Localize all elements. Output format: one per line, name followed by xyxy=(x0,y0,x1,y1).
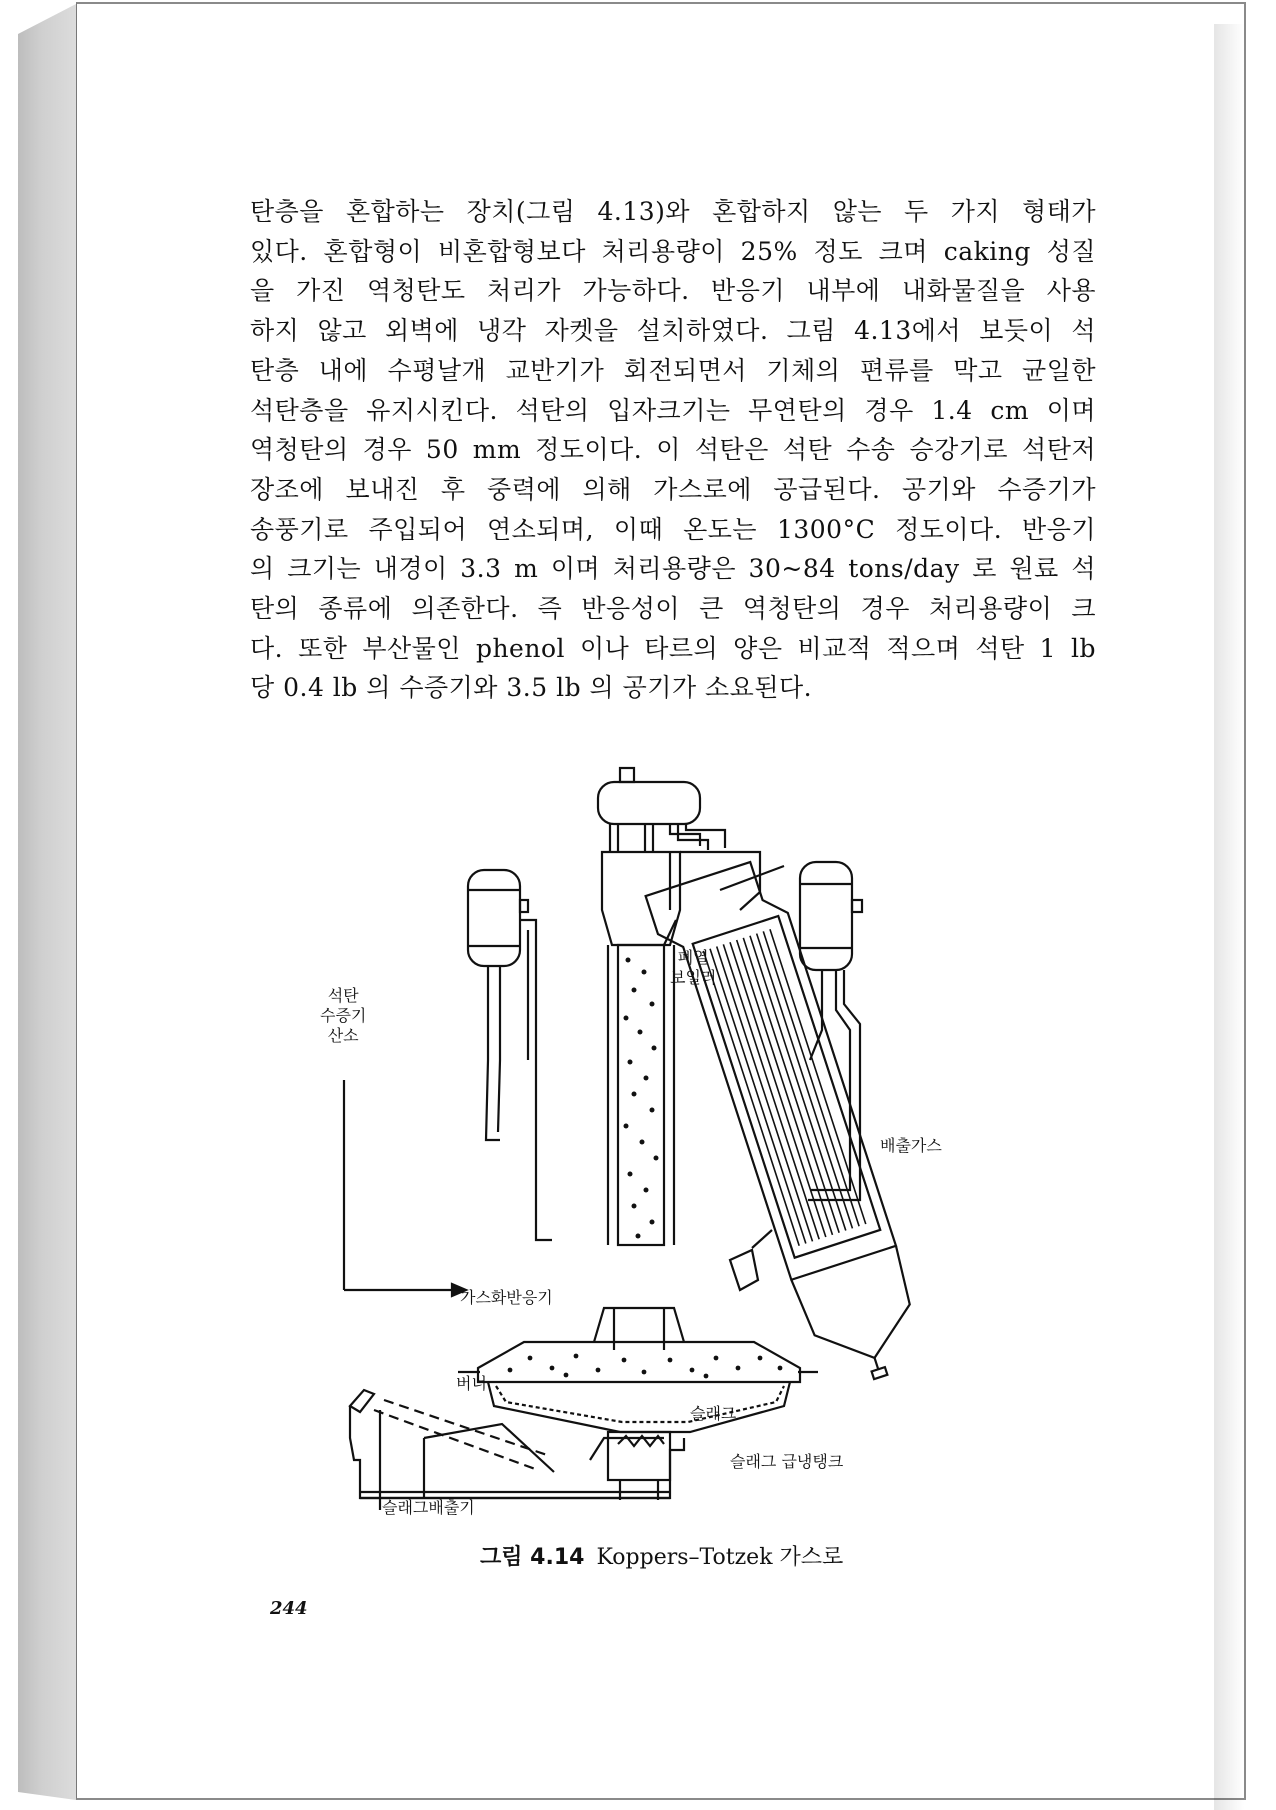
waste-heat-boiler-label xyxy=(670,948,716,988)
figure-caption xyxy=(480,1540,920,1571)
figure-number: 그림 4.14 xyxy=(480,1545,585,1570)
slag-label: 슬래그 xyxy=(690,1404,737,1423)
paragraph-line: 의 크기는 내경이 3.3 m 이며 처리용량은 30~84 tons/day 로 원료 석 xyxy=(250,554,1096,584)
paragraph-line: 을 가진 역청탄도 처리가 가능하다. 반응기 내부에 내화물질을 사용 xyxy=(250,276,1096,306)
figure-title: Koppers–Totzek 가스로 xyxy=(596,1545,844,1570)
paragraph-line: 탄층을 혼합하는 장치(그림 4.13)와 혼합하지 않는 두 가지 형태가 xyxy=(250,197,1096,226)
feed-label-coal: 석탄 xyxy=(327,986,359,1005)
feed-label-steam: 수증기 xyxy=(320,1006,367,1025)
top-header-tank xyxy=(598,768,725,852)
paragraph-line: 있다. 혼합형이 비혼합형보다 처리용량이 25% 정도 크며 caking 성질 xyxy=(250,236,1096,266)
exhaust-nozzle xyxy=(730,1230,772,1290)
feed-label-oxygen: 산소 xyxy=(327,1026,359,1045)
paragraph-line: 송풍기로 주입되어 연소되며, 이때 온도는 1300°C 정도이다. 반응기 xyxy=(250,514,1096,544)
feed-label xyxy=(320,986,366,1046)
paragraph-line: 탄층 내에 수평날개 교반기가 회전되면서 기체의 편류를 막고 균일한 xyxy=(250,355,1096,385)
paragraph-line: 역청탄의 경우 50 mm 정도이다. 이 석탄은 석탄 수송 승강기로 석탄저 xyxy=(250,435,1096,465)
exhaust-gas-label: 배출가스 xyxy=(880,1136,942,1155)
body-paragraph xyxy=(250,192,1096,708)
koppers-totzek-figure xyxy=(320,760,990,1520)
paragraph-line: 탄의 종류에 의존한다. 즉 반응성이 큰 역청탄의 경우 처리용량이 크 xyxy=(250,594,1096,624)
paragraph-line: 다. 또한 부산물인 phenol 이나 타르의 양은 비교적 적으며 석탄 1 lb xyxy=(250,633,1096,663)
burner-label: 버너 xyxy=(456,1374,487,1393)
reactor-shaft xyxy=(608,920,676,1245)
slag-quench-tank-label: 슬래그 급냉탱크 xyxy=(730,1452,844,1471)
left-steam-drum xyxy=(468,870,552,1240)
paragraph-line: 장조에 보내진 후 중력에 의해 가스로에 공급된다. 공기와 수증기가 xyxy=(250,474,1096,504)
page-number: 244 xyxy=(270,1598,308,1619)
paragraph-line: 하지 않고 외벽에 냉각 자켓을 설치하였다. 그림 4.13에서 보듯이 석 xyxy=(250,316,1096,346)
paragraph-line: 당 0.4 lb 의 수증기와 3.5 lb 의 공기가 소요된다. xyxy=(250,673,813,703)
waste-heat-boiler-label-line1: 폐열 xyxy=(677,948,709,967)
paragraph-line: 석탄층을 유지시킨다. 석탄의 입자크기는 무연탄의 경우 1.4 cm 이며 xyxy=(250,395,1096,425)
feed-line xyxy=(344,1080,466,1296)
slag-system-drawing xyxy=(340,1320,990,1520)
page-edge-shadow xyxy=(1214,24,1244,1810)
waste-heat-boiler-label-line2: 보일러 xyxy=(670,968,717,987)
book-spine xyxy=(18,4,76,1800)
waste-heat-boiler xyxy=(646,856,933,1400)
slag-remover-label: 슬래그배출기 xyxy=(382,1498,475,1517)
slag-tank xyxy=(350,1406,684,1498)
gasifier-label: 가스화반응기 xyxy=(460,1288,553,1307)
coal-particles xyxy=(624,958,659,1239)
